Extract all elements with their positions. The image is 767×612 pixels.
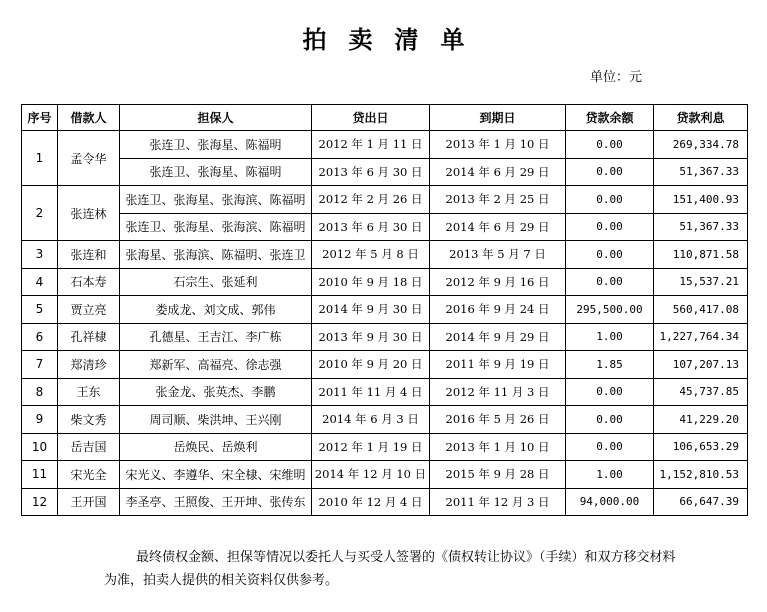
interest-cell: 110,871.58 xyxy=(654,241,748,269)
seq-cell: 6 xyxy=(22,323,58,351)
interest-cell: 560,417.08 xyxy=(654,296,748,324)
balance-cell: 0.00 xyxy=(566,378,654,406)
table-body xyxy=(22,131,748,516)
borrower-cell: 王东 xyxy=(58,378,120,406)
interest-cell: 66,647.39 xyxy=(654,488,748,516)
due-date-cell: 2011 年 9 月 19 日 xyxy=(430,351,566,379)
due-date-cell: 2014 年 6 月 29 日 xyxy=(430,158,566,186)
balance-cell: 0.00 xyxy=(566,241,654,269)
interest-cell: 45,737.85 xyxy=(654,378,748,406)
interest-cell: 1,227,764.34 xyxy=(654,323,748,351)
guarantor-cell: 张连卫、张海星、张海滨、陈福明 xyxy=(120,213,312,241)
borrower-cell: 王开国 xyxy=(58,488,120,516)
due-date-cell: 2014 年 6 月 29 日 xyxy=(430,213,566,241)
due-date-cell: 2012 年 11 月 3 日 xyxy=(430,378,566,406)
header-seq: 序号 xyxy=(22,105,58,131)
balance-cell: 1.00 xyxy=(566,323,654,351)
header-balance: 贷款余额 xyxy=(566,105,654,131)
interest-cell: 151,400.93 xyxy=(654,186,748,214)
header-due-date: 到期日 xyxy=(430,105,566,131)
loan-date-cell: 2012 年 1 月 11 日 xyxy=(312,131,430,159)
interest-cell: 51,367.33 xyxy=(654,158,748,186)
borrower-cell: 张连林 xyxy=(58,186,120,241)
due-date-cell: 2013 年 5 月 7 日 xyxy=(430,241,566,269)
loan-date-cell: 2010 年 9 月 20 日 xyxy=(312,351,430,379)
due-date-cell: 2014 年 9 月 29 日 xyxy=(430,323,566,351)
seq-cell: 11 xyxy=(22,461,58,489)
loan-date-cell: 2014 年 9 月 30 日 xyxy=(312,296,430,324)
table-row xyxy=(22,351,748,379)
guarantor-cell: 娄成龙、刘文成、郭伟 xyxy=(120,296,312,324)
seq-cell: 4 xyxy=(22,268,58,296)
table-row xyxy=(22,268,748,296)
guarantor-cell: 岳焕民、岳焕利 xyxy=(120,433,312,461)
borrower-cell: 孟令华 xyxy=(58,131,120,186)
due-date-cell: 2013 年 2 月 25 日 xyxy=(430,186,566,214)
loan-date-cell: 2012 年 5 月 8 日 xyxy=(312,241,430,269)
loan-date-cell: 2012 年 2 月 26 日 xyxy=(312,186,430,214)
interest-cell: 51,367.33 xyxy=(654,213,748,241)
auction-table xyxy=(21,104,748,516)
loan-date-cell: 2014 年 12 月 10 日 xyxy=(312,461,430,489)
unit-label: 单位：元 xyxy=(590,70,643,85)
borrower-cell: 石本寿 xyxy=(58,268,120,296)
table-row xyxy=(22,241,748,269)
balance-cell: 0.00 xyxy=(566,186,654,214)
header-interest: 贷款利息 xyxy=(654,105,748,131)
due-date-cell: 2016 年 5 月 26 日 xyxy=(430,406,566,434)
seq-cell: 3 xyxy=(22,241,58,269)
table-row xyxy=(22,378,748,406)
guarantor-cell: 张金龙、张英杰、李鹏 xyxy=(120,378,312,406)
guarantor-cell: 张海星、张海滨、陈福明、张连卫 xyxy=(120,241,312,269)
table-row xyxy=(22,213,748,241)
interest-cell: 15,537.21 xyxy=(654,268,748,296)
balance-cell: 295,500.00 xyxy=(566,296,654,324)
seq-cell: 12 xyxy=(22,488,58,516)
due-date-cell: 2011 年 12 月 3 日 xyxy=(430,488,566,516)
balance-cell: 0.00 xyxy=(566,433,654,461)
balance-cell: 0.00 xyxy=(566,406,654,434)
table-row xyxy=(22,406,748,434)
borrower-cell: 孔祥棣 xyxy=(58,323,120,351)
seq-cell: 10 xyxy=(22,433,58,461)
balance-cell: 94,000.00 xyxy=(566,488,654,516)
loan-date-cell: 2010 年 9 月 18 日 xyxy=(312,268,430,296)
seq-cell: 1 xyxy=(22,131,58,186)
table-row xyxy=(22,296,748,324)
table-row xyxy=(22,131,748,159)
guarantor-cell: 张连卫、张海星、陈福明 xyxy=(120,131,312,159)
borrower-cell: 柴文秀 xyxy=(58,406,120,434)
header-borrower: 借款人 xyxy=(58,105,120,131)
borrower-cell: 张连和 xyxy=(58,241,120,269)
table-row xyxy=(22,461,748,489)
interest-cell: 269,334.78 xyxy=(654,131,748,159)
borrower-cell: 岳吉国 xyxy=(58,433,120,461)
due-date-cell: 2013 年 1 月 10 日 xyxy=(430,131,566,159)
balance-cell: 1.85 xyxy=(566,351,654,379)
due-date-cell: 2012 年 9 月 16 日 xyxy=(430,268,566,296)
table-row xyxy=(22,323,748,351)
table-row xyxy=(22,488,748,516)
balance-cell: 0.00 xyxy=(566,213,654,241)
borrower-cell: 郑清珍 xyxy=(58,351,120,379)
interest-cell: 41,229.20 xyxy=(654,406,748,434)
table-header-row xyxy=(22,105,748,131)
guarantor-cell: 李圣亭、王照俊、王开坤、张传东 xyxy=(120,488,312,516)
loan-date-cell: 2012 年 1 月 19 日 xyxy=(312,433,430,461)
seq-cell: 5 xyxy=(22,296,58,324)
loan-date-cell: 2011 年 11 月 4 日 xyxy=(312,378,430,406)
guarantor-cell: 石宗生、张延利 xyxy=(120,268,312,296)
table-row xyxy=(22,186,748,214)
borrower-cell: 宋光全 xyxy=(58,461,120,489)
interest-cell: 1,152,810.53 xyxy=(654,461,748,489)
seq-cell: 9 xyxy=(22,406,58,434)
due-date-cell: 2016 年 9 月 24 日 xyxy=(430,296,566,324)
page-title: 拍卖清单 xyxy=(302,26,487,54)
loan-date-cell: 2014 年 6 月 3 日 xyxy=(312,406,430,434)
loan-date-cell: 2010 年 12 月 4 日 xyxy=(312,488,430,516)
seq-cell: 8 xyxy=(22,378,58,406)
loan-date-cell: 2013 年 6 月 30 日 xyxy=(312,213,430,241)
header-loan-date: 贷出日 xyxy=(312,105,430,131)
due-date-cell: 2013 年 1 月 10 日 xyxy=(430,433,566,461)
balance-cell: 0.00 xyxy=(566,131,654,159)
guarantor-cell: 孔德星、王吉江、李广栋 xyxy=(120,323,312,351)
loan-date-cell: 2013 年 9 月 30 日 xyxy=(312,323,430,351)
loan-date-cell: 2013 年 6 月 30 日 xyxy=(312,158,430,186)
guarantor-cell: 张连卫、张海星、张海滨、陈福明 xyxy=(120,186,312,214)
borrower-cell: 贾立亮 xyxy=(58,296,120,324)
interest-cell: 107,207.13 xyxy=(654,351,748,379)
guarantor-cell: 张连卫、张海星、陈福明 xyxy=(120,158,312,186)
footnote: 最终债权金额、担保等情况以委托人与买受人签署的《债权转让协议》（手续）和双方移交材料为准，拍卖人提供的相关资料仅供参考。 xyxy=(104,550,676,588)
balance-cell: 0.00 xyxy=(566,268,654,296)
balance-cell: 1.00 xyxy=(566,461,654,489)
interest-cell: 106,653.29 xyxy=(654,433,748,461)
guarantor-cell: 宋光义、李遵华、宋全棣、宋维明 xyxy=(120,461,312,489)
due-date-cell: 2015 年 9 月 28 日 xyxy=(430,461,566,489)
table-row xyxy=(22,158,748,186)
seq-cell: 2 xyxy=(22,186,58,241)
guarantor-cell: 郑新军、高福亮、徐志强 xyxy=(120,351,312,379)
seq-cell: 7 xyxy=(22,351,58,379)
header-guarantor: 担保人 xyxy=(120,105,312,131)
balance-cell: 0.00 xyxy=(566,158,654,186)
table-row xyxy=(22,433,748,461)
guarantor-cell: 周司顺、柴洪坤、王兴刚 xyxy=(120,406,312,434)
